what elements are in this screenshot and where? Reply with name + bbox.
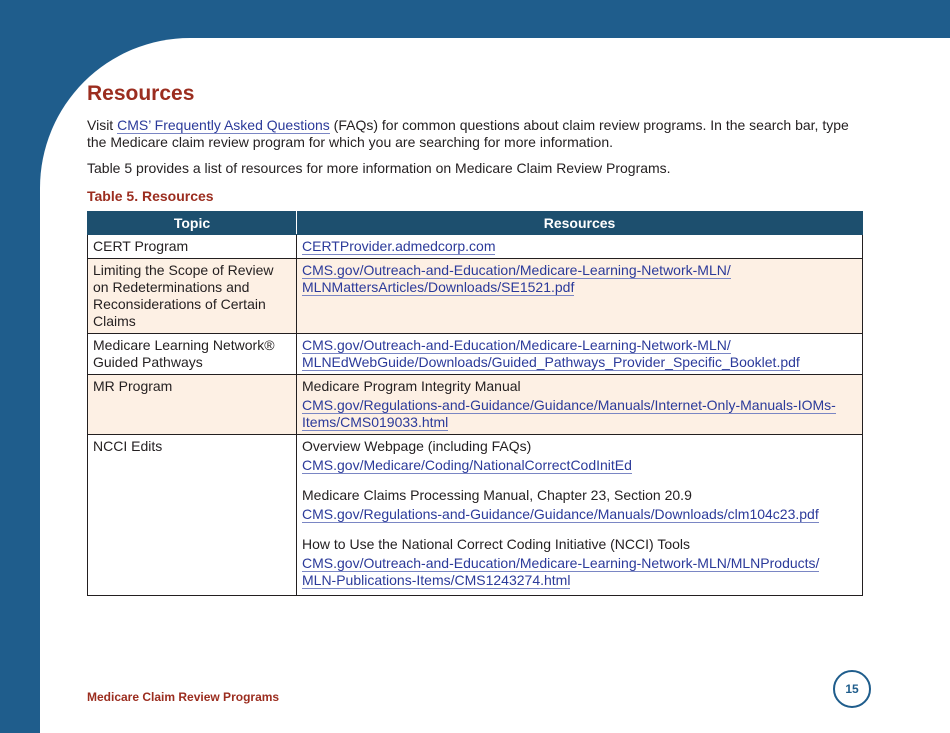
table-row	[88, 375, 863, 435]
resource-block	[302, 438, 857, 474]
faq-link[interactable]: CMS’ Frequently Asked Questions	[117, 117, 330, 133]
resource-block	[302, 238, 857, 255]
resource-link[interactable]: CMS.gov/Outreach-and-Education/Medicare-Learning-Network-MLN/	[302, 337, 731, 353]
intro-suffix: (FAQs) for common questions about claim review programs. In the search bar, type the Medicare claim review program for which you are searching for more information.	[87, 117, 849, 150]
resources-table	[87, 211, 863, 596]
header-topic: Topic	[88, 212, 297, 235]
table-row	[88, 235, 863, 259]
resource-link[interactable]: CERTProvider.admedcorp.com	[302, 238, 496, 254]
resource-title: Medicare Claims Processing Manual, Chapter 23, Section 20.9	[302, 487, 692, 503]
resource-link[interactable]: CMS.gov/Outreach-and-Education/Medicare-Learning-Network-MLN/	[302, 262, 731, 278]
table-intro: Table 5 provides a list of resources for more information on Medicare Claim Review Programs.	[87, 160, 671, 176]
resource-link[interactable]: CMS.gov/Outreach-and-Education/Medicare-Learning-Network-MLN/MLNProducts/	[302, 555, 820, 571]
resource-block	[302, 378, 857, 431]
table-caption: Table 5. Resources	[87, 188, 214, 204]
header-resources: Resources	[297, 212, 863, 235]
resource-title: Overview Webpage (including FAQs)	[302, 438, 532, 454]
page-title: Resources	[87, 82, 195, 105]
topic-cell: NCCI Edits	[88, 435, 297, 596]
resource-block	[302, 337, 857, 371]
resources-cell	[297, 259, 863, 334]
resource-link[interactable]: CMS.gov/Regulations-and-Guidance/Guidance/Manuals/Internet-Only-Manuals-IOMs-	[302, 397, 836, 413]
intro-paragraph	[87, 117, 867, 151]
resources-cell	[297, 435, 863, 596]
resource-block	[302, 487, 857, 523]
resource-title: How to Use the National Correct Coding Initiative (NCCI) Tools	[302, 536, 691, 552]
table-row	[88, 259, 863, 334]
resources-cell	[297, 235, 863, 259]
resource-block	[302, 536, 857, 589]
resource-link[interactable]: MLN-Publications-Items/CMS1243274.html	[302, 572, 571, 588]
topic-cell: Medicare Learning Network® Guided Pathways	[88, 334, 297, 375]
resources-cell	[297, 375, 863, 435]
topic-cell: Limiting the Scope of Review on Redeterminations and Reconsiderations of Certain Claims	[88, 259, 297, 334]
resource-block	[302, 262, 857, 296]
topic-cell: MR Program	[88, 375, 297, 435]
table-row	[88, 334, 863, 375]
topic-cell: CERT Program	[88, 235, 297, 259]
page-number: 15	[833, 670, 871, 708]
resource-link[interactable]: MLNEdWebGuide/Downloads/Guided_Pathways_Provider_Specific_Booklet.pdf	[302, 354, 800, 370]
table-row	[88, 435, 863, 596]
resources-cell	[297, 334, 863, 375]
resource-link[interactable]: MLNMattersArticles/Downloads/SE1521.pdf	[302, 279, 575, 295]
resource-link[interactable]: CMS.gov/Regulations-and-Guidance/Guidance/Manuals/Downloads/clm104c23.pdf	[302, 506, 819, 522]
intro-prefix: Visit	[87, 117, 118, 133]
resource-link[interactable]: Items/CMS019033.html	[302, 414, 449, 430]
resource-title: Medicare Program Integrity Manual	[302, 378, 521, 394]
resource-link[interactable]: CMS.gov/Medicare/Coding/NationalCorrectCodInitEd	[302, 457, 632, 473]
table-header-row	[88, 212, 863, 235]
footer-title: Medicare Claim Review Programs	[87, 690, 280, 704]
